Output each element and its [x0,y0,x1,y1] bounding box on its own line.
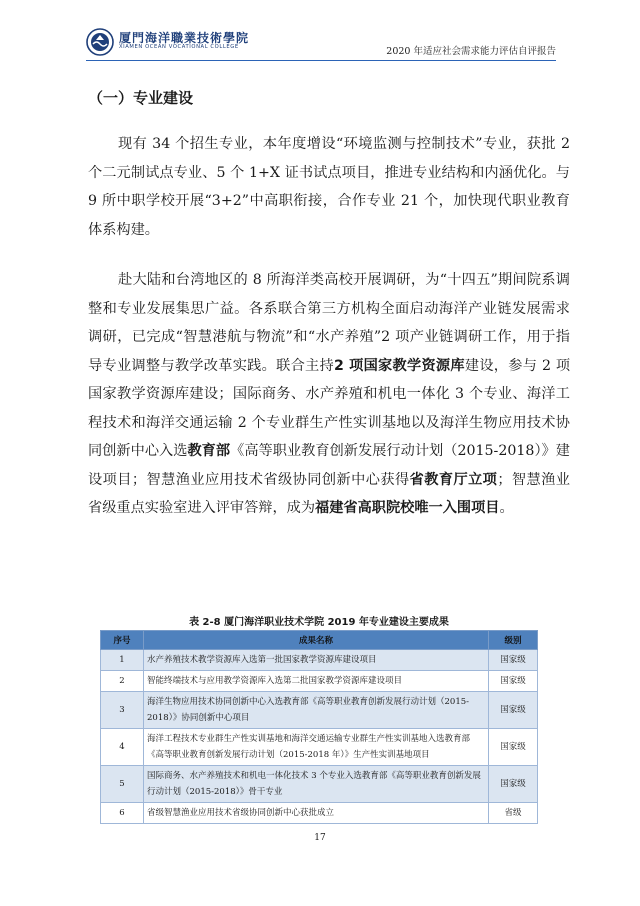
paragraph-2-text [88,266,570,523]
row-number: 2 [101,671,144,692]
logo-english-name: XIAMEN OCEAN VOCATIONAL COLLEGE [119,44,239,50]
row-achievement: 水产养殖技术教学资源库入选第一批国家教学资源库建设项目 [144,650,489,671]
row-number: 6 [101,803,144,824]
row-achievement: 海洋生物应用技术协同创新中心入选教育部《高等职业教育创新发展行动计划（2015-2018）》协同创新中心项目 [144,692,489,729]
logo-wordmark: 厦門海洋職業技術學院 [119,31,250,45]
row-level: 国家级 [489,692,538,729]
table-row [101,803,538,824]
paragraph-2 [88,266,570,523]
highlight-provincial-approval: 省教育厅立项 [409,471,498,488]
row-level: 国家级 [489,671,538,692]
paragraph-1 [88,130,570,244]
paragraph-2-span-1: 赴大陆和台湾地区的 8 所海洋类高校开展调研，为“十四五”期间院系调整和专业发展集思广益。各系联合第三方机构全面启动海洋产业链发展需求调研，已完成“智慧港航与物流”和“水产养殖”2 项产业链调研工作，用于指导专业调整与教学改革实践。联合主持 [88,272,570,374]
column-header-name: 成果名称 [144,631,489,650]
table-caption: 表 2-8 厦门海洋职业技术学院 2019 年专业建设主要成果 [189,617,449,628]
paragraph-2-span-4: ；智慧渔业省级重点实验室进入评审答辩，成为 [88,471,570,516]
report-title: 2020 年适应社会需求能力评估自评报告 [386,46,556,57]
highlight-only-shortlisted-project: 福建省高职院校唯一入围项目 [315,500,500,516]
paragraph-2-span-5: 。 [499,500,514,516]
row-level: 国家级 [489,766,538,803]
row-number: 1 [101,650,144,671]
row-level: 国家级 [489,729,538,766]
row-achievement: 国际商务、水产养殖技术和机电一体化技术 3 个专业入选教育部《高等职业教育创新发展行动计划（2015-2018）》骨干专业 [144,766,489,803]
row-achievement: 海洋工程技术专业群生产性实训基地和海洋交通运输专业群生产性实训基地入选教育部《高等职业教育创新发展行动计划（2015-2018 年）》生产性实训基地项目 [144,729,489,766]
paragraph-2-span-3: 《高等职业教育创新发展行动计划（2015-2018）》建设项目；智慧渔业应用技术省级协同创新中心获得 [88,443,570,488]
table-row [101,729,538,766]
row-level: 国家级 [489,650,538,671]
table-row [101,650,538,671]
table-header-row [101,631,538,650]
row-achievement: 省级智慧渔业应用技术省级协同创新中心获批成立 [144,803,489,824]
row-level: 省级 [489,803,538,824]
table-row [101,766,538,803]
table-row [101,671,538,692]
page-number: 17 [314,833,326,843]
column-header-number: 序号 [101,631,144,650]
row-achievement: 智能终端技术与应用教学资源库入选第二批国家教学资源库建设项目 [144,671,489,692]
achievements-table [100,630,538,824]
table-row [101,692,538,729]
college-logo-icon [86,28,114,56]
row-number: 3 [101,692,144,729]
highlight-national-resource-library: 2 项国家教学资源库 [334,357,465,374]
row-number: 4 [101,729,144,766]
section-heading: （一）专业建设 [88,89,194,107]
page-header [86,26,556,60]
header-divider [86,60,556,61]
column-header-level: 级别 [489,631,538,650]
paragraph-1-text: 现有 34 个招生专业，本年度增设“环境监测与控制技术”专业，获批 2 个二元制试点专业、5 个 1+X 证书试点项目，推进专业结构和内涵优化。与 9 所中职学校开展“3+2”中高职衔接，合作专业 21 个，加快现代职业教育体系构建。 [88,136,570,238]
paragraph-2-span-2: 建设，参与 2 项国家教学资源库建设；国际商务、水产养殖和机电一体化 3 个专业、海洋工程技术和海洋交通运输 2 个专业群生产性实训基地以及海洋生物应用技术协同创新中心入选 [88,357,571,459]
row-number: 5 [101,766,144,803]
highlight-ministry-of-education: 教育部 [187,443,231,459]
